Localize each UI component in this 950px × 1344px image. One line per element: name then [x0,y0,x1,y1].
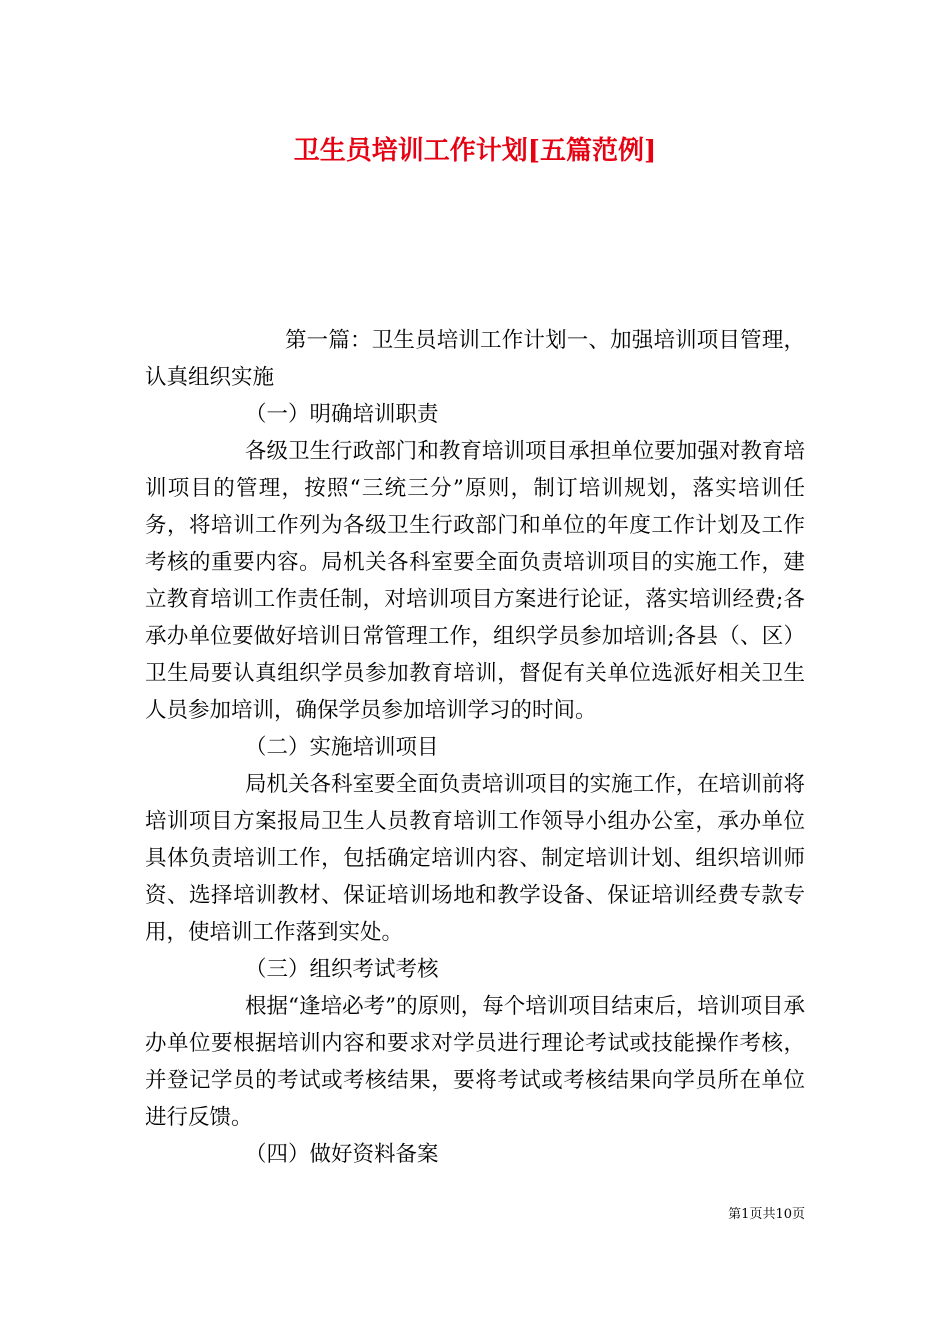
section-heading-2: （二）实施培训项目 [245,735,439,760]
section-heading-3: （三）组织考试考核 [245,957,439,982]
section-paragraph-3: 根据“逢培必考”的原则，每个培训项目结束后，培训项目承办单位要根据培训内容和要求对学员进行理论考试或技能操作考核，并登记学员的考试或考核结果，要将考试或考核结果向学员所在单位进行反馈。 [145,994,805,1130]
section-heading-4: （四）做好资料备案 [245,1142,439,1167]
intro-paragraph: 第一篇：卫生员培训工作计划一、加强培训项目管理，认真组织实施 [145,328,805,390]
section-heading-1: （一）明确培训职责 [245,402,439,427]
page-number-footer: 第1页共10页 [728,1207,805,1222]
section-paragraph-2: 局机关各科室要全面负责培训项目的实施工作，在培训前将培训项目方案报局卫生人员教育培训工作领导小组办公室，承办单位具体负责培训工作，包括确定培训内容、制定培训计划、组织培训师资、选择培训教材、保证培训场地和教学设备、保证培训经费专款专用，使培训工作落到实处。 [145,772,805,945]
document-body [145,322,805,1173]
section-paragraph-1: 各级卫生行政部门和教育培训项目承担单位要加强对教育培训项目的管理，按照“三统三分”原则，制订培训规划，落实培训任务，将培训工作列为各级卫生行政部门和单位的年度工作计划及工作考核的重要内容。局机关各科室要全面负责培训项目的实施工作，建立教育培训工作责任制，对培训项目方案进行论证，落实培训经费;各承办单位要做好培训日常管理工作，组织学员参加培训;各县（、区）卫生局要认真组织学员参加教育培训，督促有关单位选派好相关卫生人员参加培训，确保学员参加培训学习的时间。 [145,439,805,723]
document-title: 卫生员培训工作计划[五篇范例] [293,136,657,166]
